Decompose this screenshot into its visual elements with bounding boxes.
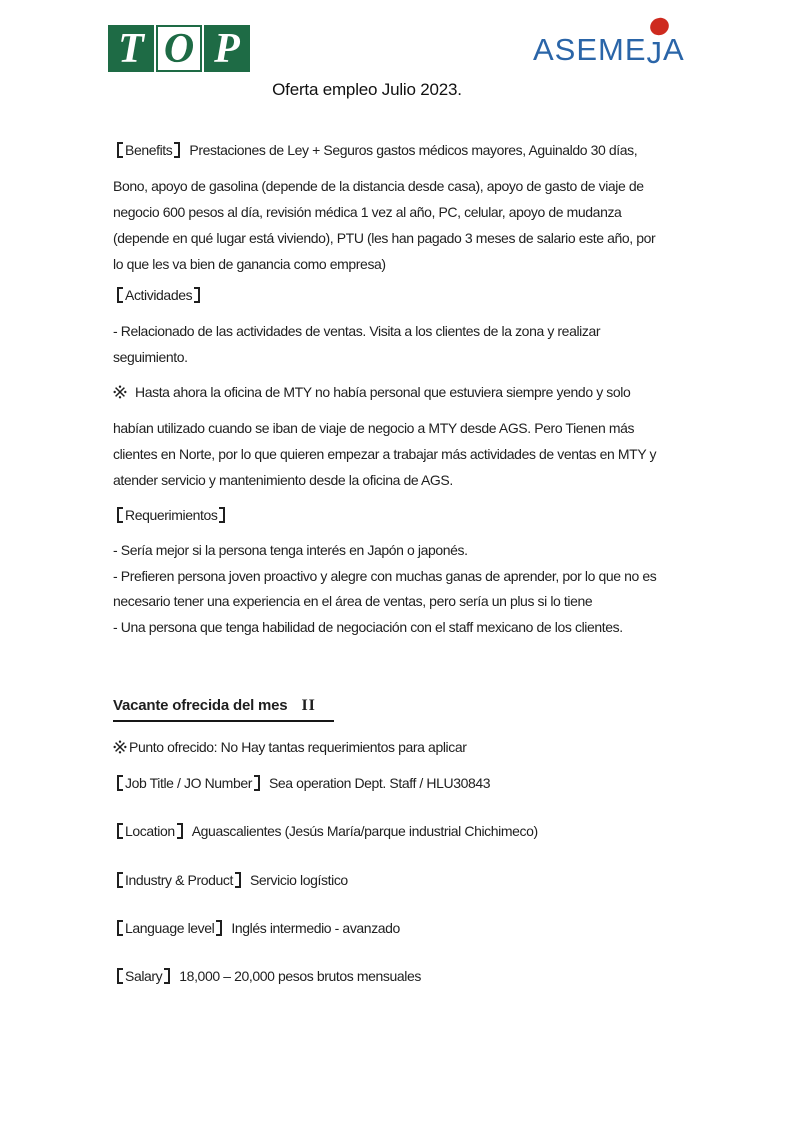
benefits-heading-label: Benefits [125, 142, 173, 158]
lenticular-bracket-close-icon [235, 872, 241, 888]
benefits-heading-text: Prestaciones de Ley + Seguros gastos médicos mayores, Aguinaldo 30 días, [189, 142, 638, 158]
text-line: - Sería mejor si la persona tenga interés en Japón o japonés. [113, 542, 468, 558]
top-logo-square-o [156, 25, 202, 72]
roman-numeral-two: II [301, 697, 316, 714]
actividades-heading-label: Actividades [125, 287, 193, 303]
lenticular-bracket-open-icon [117, 872, 123, 888]
lenticular-bracket-close-icon [254, 775, 260, 791]
job-title-value: Sea operation Dept. Staff / HLU30843 [268, 775, 491, 791]
requerimientos-paragraph [113, 538, 656, 640]
language-line [113, 915, 400, 941]
vacante-heading [113, 692, 334, 722]
text-line: (depende en qué lugar está viviendo), PTU (les han pagado 3 meses de salario este año, por [113, 230, 656, 246]
vacante-heading-text: Vacante ofrecida del mes [113, 697, 288, 714]
industry-value: Servicio logístico [249, 872, 348, 888]
benefits-paragraph [113, 173, 655, 277]
industry-label: Industry & Product [125, 872, 233, 888]
top-logo-letter-o: O [163, 25, 195, 72]
text-line: necesario tener una experiencia en el área de ventas, pero sería un plus si lo tiene [113, 593, 593, 609]
lenticular-bracket-close-icon [164, 968, 170, 984]
benefits-heading [113, 137, 637, 163]
industry-line [113, 867, 348, 893]
punto-ofrecido-text: Punto ofrecido: No Hay tantas requerimientos para aplicar [129, 739, 467, 755]
salary-value: 18,000 – 20,000 pesos brutos mensuales [179, 968, 421, 984]
reference-mark-icon [113, 740, 127, 754]
asemeja-logo-text-suffix: A [663, 32, 685, 67]
lenticular-bracket-close-icon [177, 823, 183, 839]
lenticular-bracket-close-icon [219, 507, 225, 523]
top-logo-square-t [108, 25, 154, 72]
vacante-heading-underline [113, 693, 334, 722]
top-logo-square-p [204, 25, 250, 72]
actividades-paragraph [113, 318, 600, 370]
top-logo-letter-p: P [214, 25, 240, 72]
text-line: atender servicio y mantenimiento desde la oficina de AGS. [113, 472, 453, 488]
salary-label: Salary [125, 968, 163, 984]
text-line: lo que les va bien de ganancia como empresa) [113, 256, 386, 272]
text-line: - Prefieren persona joven proactivo y alegre con muchas ganas de aprender, por lo que no es [113, 567, 657, 584]
language-value: Inglés intermedio - avanzado [231, 920, 400, 936]
text-line: Hasta ahora la oficina de MTY no había personal que estuviera siempre yendo y solo [135, 384, 631, 400]
note-paragraph [113, 415, 656, 493]
lenticular-bracket-open-icon [117, 287, 123, 303]
lenticular-bracket-open-icon [117, 823, 123, 839]
text-line: negocio 600 pesos al día, revisión médica 1 vez al año, PC, celular, apoyo de mudanza [113, 204, 622, 220]
text-line: clientes en Norte, por lo que quieren empezar a trabajar más actividades de ventas en MTY y [113, 446, 657, 462]
lenticular-bracket-open-icon [117, 142, 123, 158]
lenticular-bracket-open-icon [117, 968, 123, 984]
asemeja-logo-text-prefix: ASEME [533, 32, 647, 67]
lenticular-bracket-open-icon [117, 920, 123, 936]
requerimientos-heading-label: Requerimientos [125, 507, 218, 523]
lenticular-bracket-open-icon [117, 507, 123, 523]
actividades-heading [113, 282, 209, 308]
text-line: seguimiento. [113, 349, 188, 365]
location-line [113, 818, 538, 844]
lenticular-bracket-close-icon [216, 920, 222, 936]
punto-ofrecido-line [113, 734, 467, 760]
lenticular-bracket-close-icon [174, 142, 180, 158]
lenticular-bracket-close-icon [194, 287, 200, 303]
text-line: habían utilizado cuando se iban de viaje de negocio a MTY desde AGS. Pero Tienen más [113, 420, 635, 436]
location-value: Aguascalientes (Jesús María/parque industrial Chichimeco) [191, 823, 538, 839]
asemeja-logo [533, 32, 685, 70]
lenticular-bracket-open-icon [117, 775, 123, 791]
text-line: - Relacionado de las actividades de ventas. Visita a los clientes de la zona y realizar [113, 323, 601, 339]
top-logo-letter-t: T [118, 25, 144, 72]
note-first-line [113, 379, 630, 405]
text-line: - Una persona que tenga habilidad de negociación con el staff mexicano de los clientes. [113, 618, 623, 635]
asemeja-logo-j: J [647, 34, 664, 65]
language-label: Language level [125, 920, 215, 936]
salary-line [113, 963, 421, 989]
reference-mark-icon [113, 385, 127, 399]
location-label: Location [125, 823, 175, 839]
top-logo [108, 25, 250, 72]
text-line: Bono, apoyo de gasolina (depende de la distancia desde casa), apoyo de gasto de viaje de [113, 178, 644, 194]
job-title-line [113, 770, 490, 796]
document-title: Oferta empleo Julio 2023. [272, 80, 462, 99]
job-title-label: Job Title / JO Number [125, 775, 252, 791]
requerimientos-heading [113, 502, 234, 528]
